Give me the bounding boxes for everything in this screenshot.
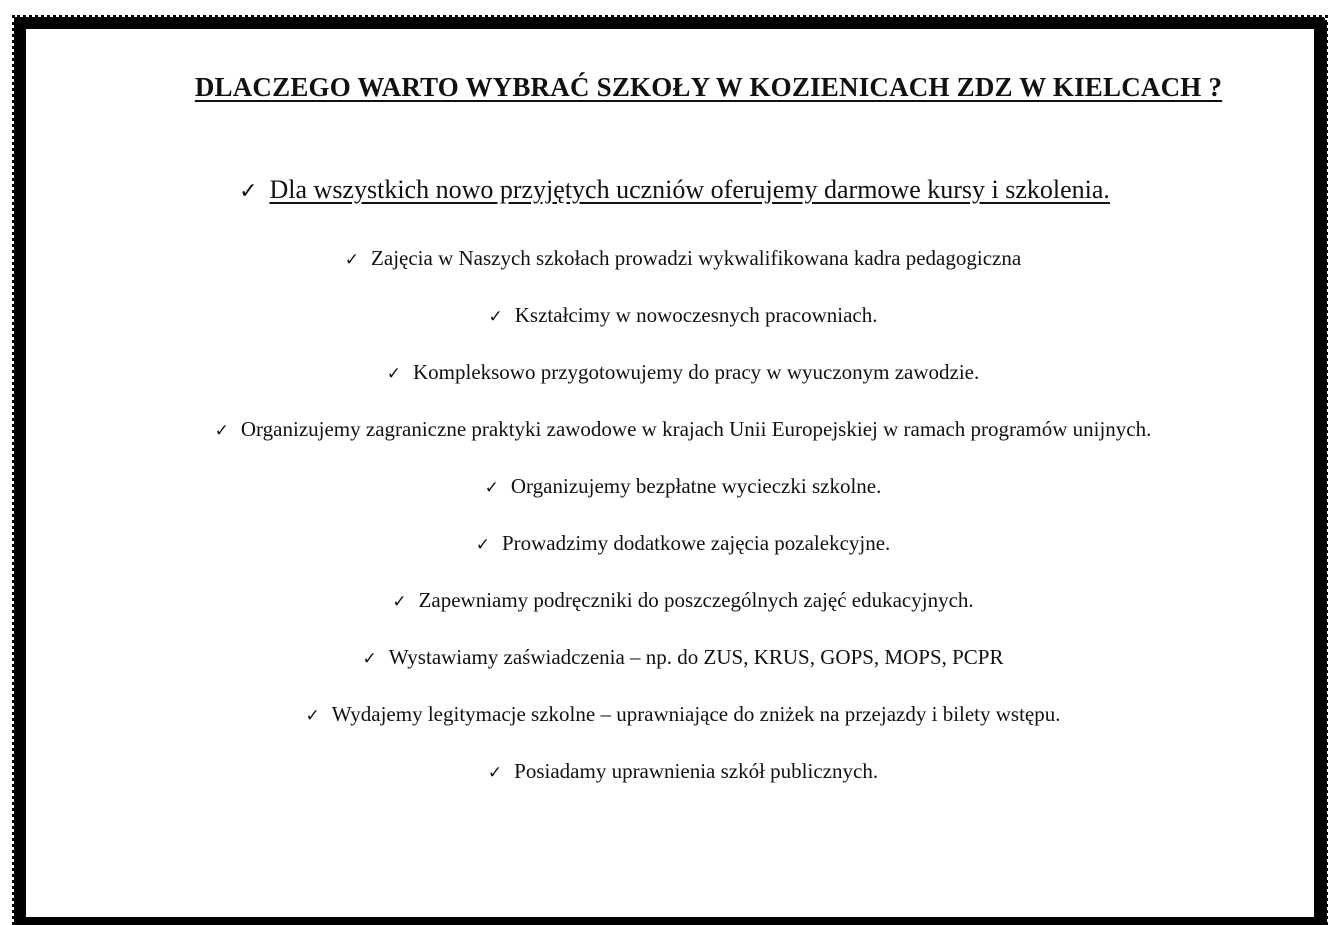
list-item bbox=[0, 243, 1333, 300]
list-item bbox=[0, 300, 1333, 357]
list-item-text: Posiadamy uprawnienia szkół publicznych. bbox=[514, 759, 879, 783]
list-item-text: Kompleksowo przygotowujemy do pracy w wyuczonym zawodzie. bbox=[412, 360, 980, 384]
list-item bbox=[0, 528, 1333, 585]
checkmark-icon: ✓ bbox=[362, 649, 377, 669]
list-item-text: Wydajemy legitymacje szkolne – uprawniające do zniżek na przejazdy i bilety wstępu. bbox=[331, 702, 1061, 726]
list-item bbox=[0, 585, 1333, 642]
lead-benefit-text: Dla wszystkich nowo przyjętych uczniów oferujemy darmowe kursy i szkolenia. bbox=[269, 175, 1110, 204]
checkmark-icon: ✓ bbox=[239, 179, 258, 204]
list-item-text: Zajęcia w Naszych szkołach prowadzi wykwalifikowana kadra pedagogiczna bbox=[371, 246, 1022, 270]
checkmark-icon: ✓ bbox=[305, 706, 320, 726]
list-item-text: Zapewniamy podręczniki do poszczególnych zajęć edukacyjnych. bbox=[418, 588, 974, 612]
lead-benefit bbox=[0, 175, 1333, 205]
list-item bbox=[0, 414, 1333, 471]
checkmark-icon: ✓ bbox=[344, 250, 360, 270]
list-item-text: Prowadzimy dodatkowe zajęcia pozalekcyjne. bbox=[501, 531, 891, 555]
list-item bbox=[0, 357, 1333, 414]
checkmark-icon: ✓ bbox=[214, 421, 229, 441]
checkmark-icon: ✓ bbox=[488, 307, 503, 327]
list-item-text: Kształcimy w nowoczesnych pracowniach. bbox=[514, 303, 878, 327]
checkmark-icon: ✓ bbox=[386, 364, 401, 384]
checkmark-icon: ✓ bbox=[392, 592, 407, 612]
list-item bbox=[0, 699, 1333, 756]
page-title: DLACZEGO WARTO WYBRAĆ SZKOŁY W KOZIENICACH ZDZ W KIELCACH ? bbox=[194, 72, 1223, 102]
list-item-text: Organizujemy zagraniczne praktyki zawodowe w krajach Unii Europejskiej w ramach programów unijnych. bbox=[240, 417, 1152, 441]
checkmark-icon: ✓ bbox=[487, 763, 503, 783]
benefit-list bbox=[0, 243, 1333, 813]
list-item-text: Organizujemy bezpłatne wycieczki szkolne. bbox=[510, 474, 882, 498]
list-item bbox=[0, 642, 1333, 699]
checkmark-icon: ✓ bbox=[475, 535, 490, 555]
list-item-text: Wystawiamy zaświadczenia – np. do ZUS, KRUS, GOPS, MOPS, PCPR bbox=[388, 645, 1004, 669]
list-item bbox=[0, 471, 1333, 528]
checkmark-icon: ✓ bbox=[484, 478, 499, 498]
list-item bbox=[0, 756, 1333, 813]
